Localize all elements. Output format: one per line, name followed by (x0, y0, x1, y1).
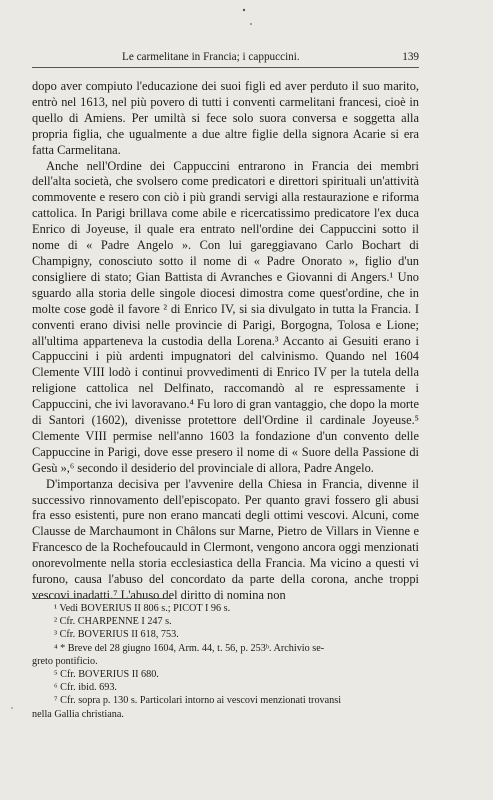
body-text (32, 79, 419, 604)
page-number: 139 (402, 51, 419, 63)
paragraph-3: D'importanza decisiva per l'avvenire della Chiesa in Francia, divenne il successivo rinnovamento dell'episcopato. Per quanto gravi fossero gli abusi fra esso esistenti, pure non erano mancati degli ottimi vescovi. Alcuni, come Clausse de Marchaumont in Châlons sur Marne, Pietro de Villars in Vienne e Francesco de la Rochefoucauld in Clermont, vengono ancora oggi menzionati onorevolmente nella storia ecclesiastica della Francia. Ma vicino a questi vi furono, causa l'abuso del concordato da parte della corona, anche troppi vescovi inadatti.⁷ L'abuso del diritto di nomina non (32, 476, 419, 602)
footnote-2: ² Cfr. CHARPENNE I 247 s. (54, 616, 172, 628)
footnote-4-continuation: greto pontificio. (32, 655, 98, 667)
footnote-1: ¹ Vedi BOVERIUS II 806 s.; PICOT I 96 s. (54, 603, 231, 614)
paragraph-2: Anche nell'Ordine dei Cappuccini entrarono in Francia dei membri dell'alta società, che svolsero come predicatori e direttori spirituali un'attività commovente e resero con ciò i più grandi servigi alla restaurazione e riforma cattolica. In Parigi brillava come abile e ricercatissimo predicatore l'ex duca Enrico di Joyeuse, il quale era entrato nell'ordine dei Cappuccini sotto il nome di « Padre Angelo ». Con lui gareggiavano Carlo Bochart di Champigny, conosciuto sotto il nome di « Padre Onorato », figlio d'un consigliere di stato; Gian Battista di Avranches e Giovanni di Angers.¹ Uno sguardo alla storia delle singole diocesi dimostra come quest'ordine, che in molte cose godè il favore ² di Enrico IV, si sia divulgato in tutta la Francia. I conventi erano divisi nelle provincie di Parigi, Borgogna, Tolosa e Lione; all'ultima apparteneva la custodia della Lorena.³ Accanto ai Gesuiti erano i Cappuccini i più ardenti impugnatori del calvinismo. Quando nel 1604 Clemente VIII lodò i continui provvedimenti di Enrico IV per la tutela della religione cattolica nel Delfinato, raccomandò al re espressamente i Cappuccini, che ivi lavoravano.⁴ Fu loro di gran vantaggio, che dopo la morte di Santori (1602), divenisse protettore dell'Ordine il cardinale Joyeuse.⁵ Clemente VIII permise nell'anno 1603 la fondazione d'un convento delle Cappuccine in Parigi, dove esse presero il nome di « Suore della Passione di Gesù »,⁶ secondo il desiderio del provinciale di allora, Padre Angelo. (32, 158, 419, 475)
footnote-7-continuation: nella Gallia christiana. (32, 708, 124, 720)
speck-dot (11, 707, 13, 709)
running-head-title: Le carmelitane in Francia; i cappuccini. (122, 51, 300, 63)
footnotes (32, 602, 419, 721)
footnote-rule (32, 598, 172, 599)
speck-dot (243, 9, 245, 11)
speck-dot (250, 23, 252, 25)
header-rule (32, 67, 419, 68)
footnote-4: ⁴ * Breve del 28 giugno 1604, Arm. 44, t. 56, p. 253ᵇ. Archivio se- (54, 642, 325, 654)
footnote-5: ⁵ Cfr. BOVERIUS II 680. (54, 669, 159, 681)
footnote-7: ⁷ Cfr. sopra p. 130 s. Particolari intorno ai vescovi menzionati trovansi (54, 695, 342, 707)
footnote-3: ³ Cfr. BOVERIUS II 618, 753. (54, 629, 179, 641)
footnote-6: ⁶ Cfr. ibid. 693. (54, 682, 117, 694)
paragraph-1: dopo aver compiuto l'educazione dei suoi figli ed aver perduto il suo marito, entrò nel 1613, nel più povero di tutti i conventi carmelitani francesi, cioè in quello di Amiens. Per umiltà si fece solo suora conversa e soggetta alla propria figlia, che ugualmente a due altre figlie della signora Acarie si era fatta Carmelitana. (32, 79, 419, 157)
